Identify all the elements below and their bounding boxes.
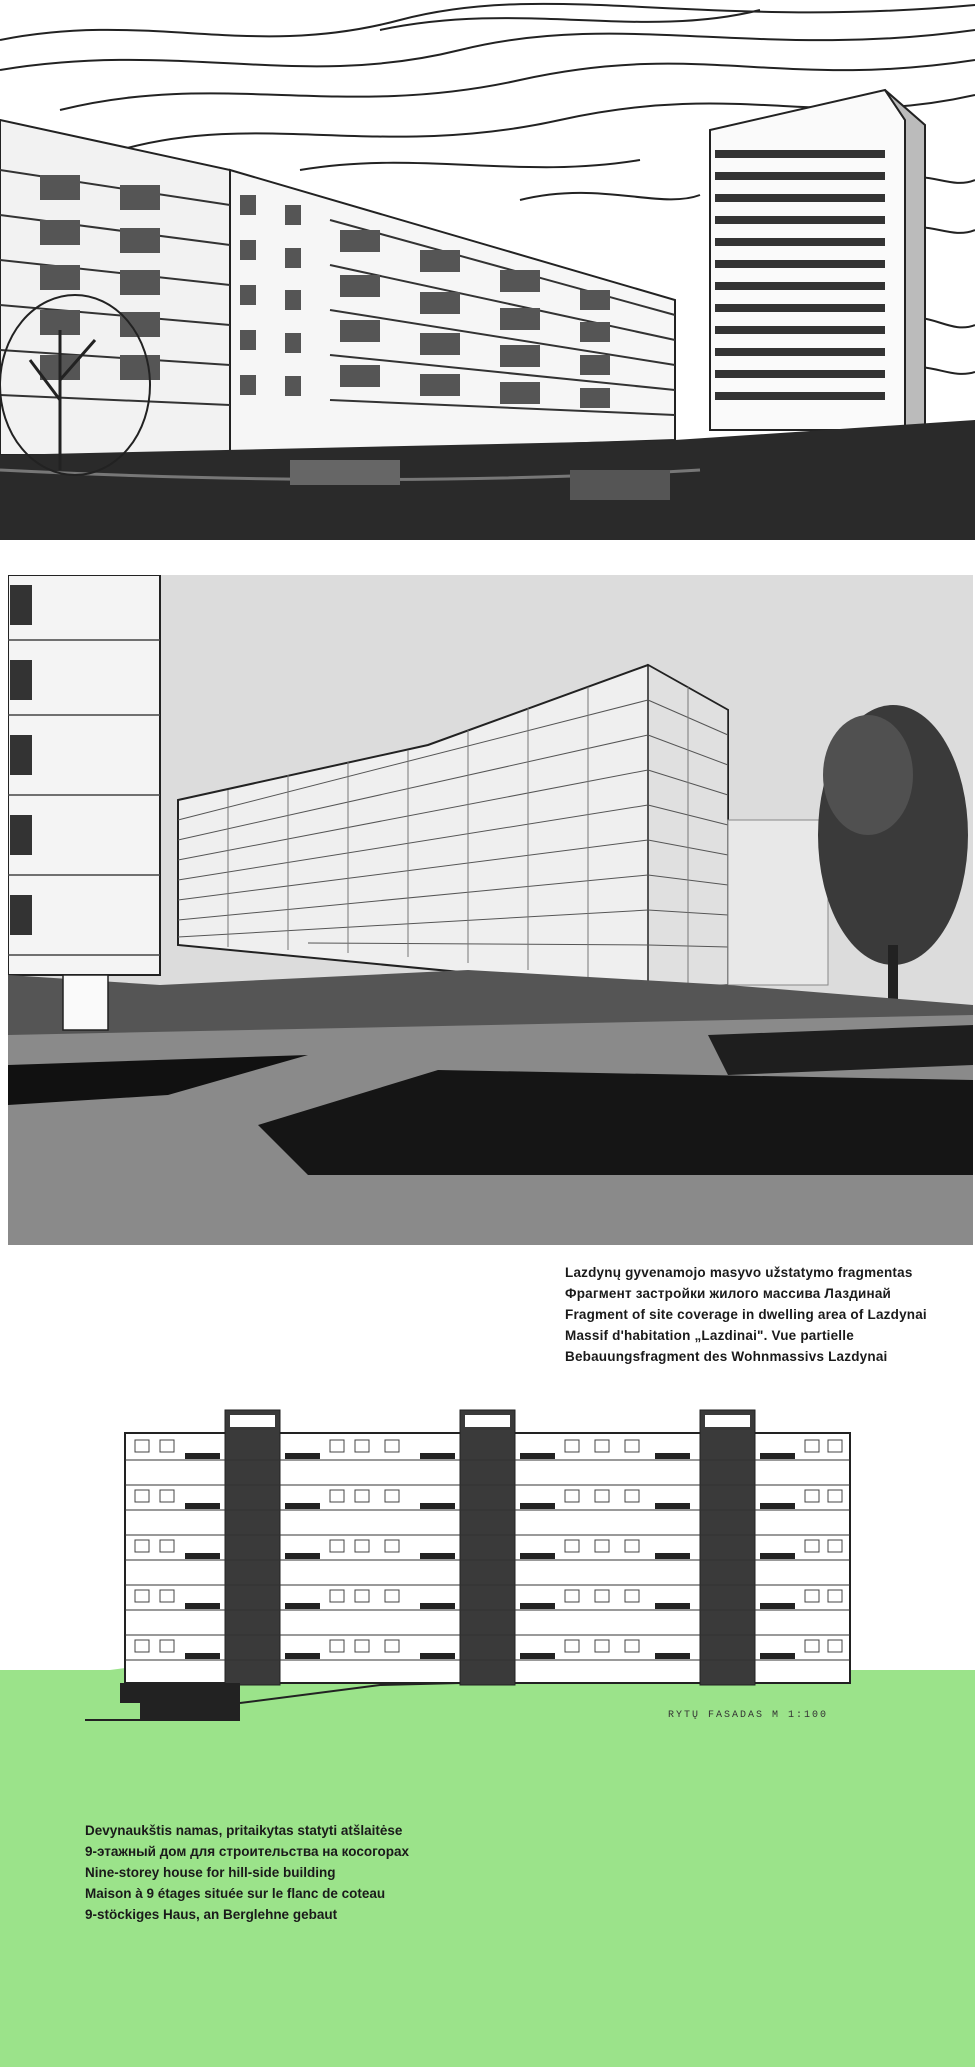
small-pavilion xyxy=(63,975,108,1030)
car-1 xyxy=(290,460,400,485)
middle-site-svg xyxy=(8,575,973,1245)
caption-line: Fragment of site coverage in dwelling area of Lazdynai xyxy=(565,1307,927,1322)
caption-line: Фрагмент застройки жилого массива Лаздинай xyxy=(565,1286,892,1301)
tower-building xyxy=(710,90,925,430)
middle-caption xyxy=(565,1262,965,1367)
caption-line: Maison à 9 étages située sur le flanc de coteau xyxy=(85,1886,386,1901)
facade-scale-label: RYTŲ FASADAS M 1:100 xyxy=(668,1710,829,1721)
caption-line: Lazdynų gyvenamojo masyvo užstatymo fragmentas xyxy=(565,1265,913,1280)
caption-line: Devynaukštis namas, pritaikytas statyti atšlaitėse xyxy=(85,1823,403,1838)
facade-svg xyxy=(0,1385,975,2067)
top-sketch-svg xyxy=(0,0,975,545)
caption-line: Massif d'habitation „Lazdinai". Vue partielle xyxy=(565,1328,854,1343)
bottom-caption xyxy=(85,1820,505,1925)
car-2 xyxy=(570,470,670,500)
slab-building xyxy=(0,120,675,455)
caption-line: Nine-storey house for hill-side building xyxy=(85,1865,336,1880)
caption-line: 9-этажный дом для строительства на косогорах xyxy=(85,1844,410,1859)
far-building xyxy=(728,820,828,985)
facade-illustration xyxy=(0,1385,975,2067)
middle-illustration xyxy=(8,575,973,1245)
caption-line: Bebauungsfragment des Wohnmassivs Lazdynai xyxy=(565,1349,888,1364)
top-illustration xyxy=(0,0,975,545)
left-building xyxy=(8,575,160,975)
caption-line: 9-stöckiges Haus, an Berglehne gebaut xyxy=(85,1907,338,1922)
facade-building xyxy=(85,1410,850,1720)
